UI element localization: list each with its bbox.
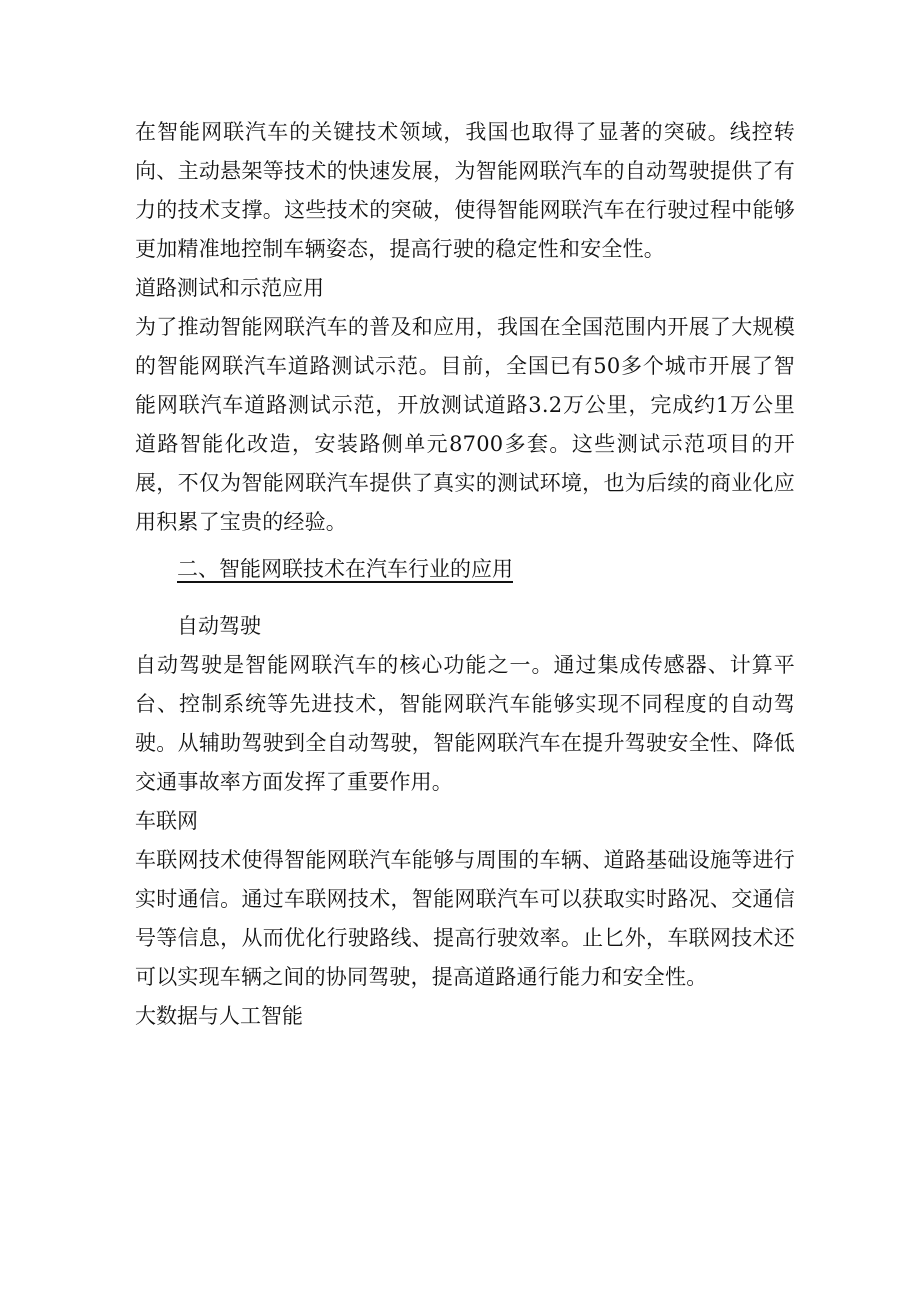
heading-connected-vehicles: 车联网 xyxy=(135,809,198,833)
paragraph-key-tech: 在智能网联汽车的关键技术领域，我国也取得了显著的突破。线控转向、主动悬架等技术的快速发展，为智能网联汽车的自动驾驶提供了有力的技术支撑。这些技术的突破，使得智能网联汽车在行驶过程中能够更加精准地控制车辆姿态，提高行驶的稳定性和安全性。 xyxy=(135,120,795,261)
paragraph-connected-vehicles: 车联网技术使得智能网联汽车能够与周围的车辆、道路基础设施等进行实时通信。通过车联网技术，智能网联汽车可以获取实时路况、交通信号等信息，从而优化行驶路线、提高行驶效率。止匕外，车联网技术还可以实现车辆之间的协同驾驶，提高道路通行能力和安全性。 xyxy=(135,848,795,989)
document-body xyxy=(135,113,795,1036)
heading-autonomous-driving: 自动驾驶 xyxy=(177,614,261,638)
paragraph-road-testing: 为了推动智能网联汽车的普及和应用，我国在全国范围内开展了大规模的智能网联汽车道路测试示范。目前，全国已有50多个城市开展了智能网联汽车道路测试示范，开放测试道路3.2万公里，完成约1万公里道路智能化改造，安装路侧单元8700多套。这些测试示范项目的开展，不仅为智能网联汽车提供了真实的测试环境，也为后续的商业化应用积累了宝贵的经验。 xyxy=(135,315,795,534)
heading-road-testing: 道路测试和示范应用 xyxy=(135,276,324,300)
section-heading-applications: 二、智能网联技术在汽车行业的应用 xyxy=(177,557,513,581)
paragraph-autonomous-driving: 自动驾驶是智能网联汽车的核心功能之一。通过集成传感器、计算平台、控制系统等先进技术，智能网联汽车能够实现不同程度的自动驾驶。从辅助驾驶到全自动驾驶，智能网联汽车在提升驾驶安全性、降低交通事故率方面发挥了重要作用。 xyxy=(135,653,795,794)
heading-big-data-ai: 大数据与人工智能 xyxy=(135,1004,303,1028)
